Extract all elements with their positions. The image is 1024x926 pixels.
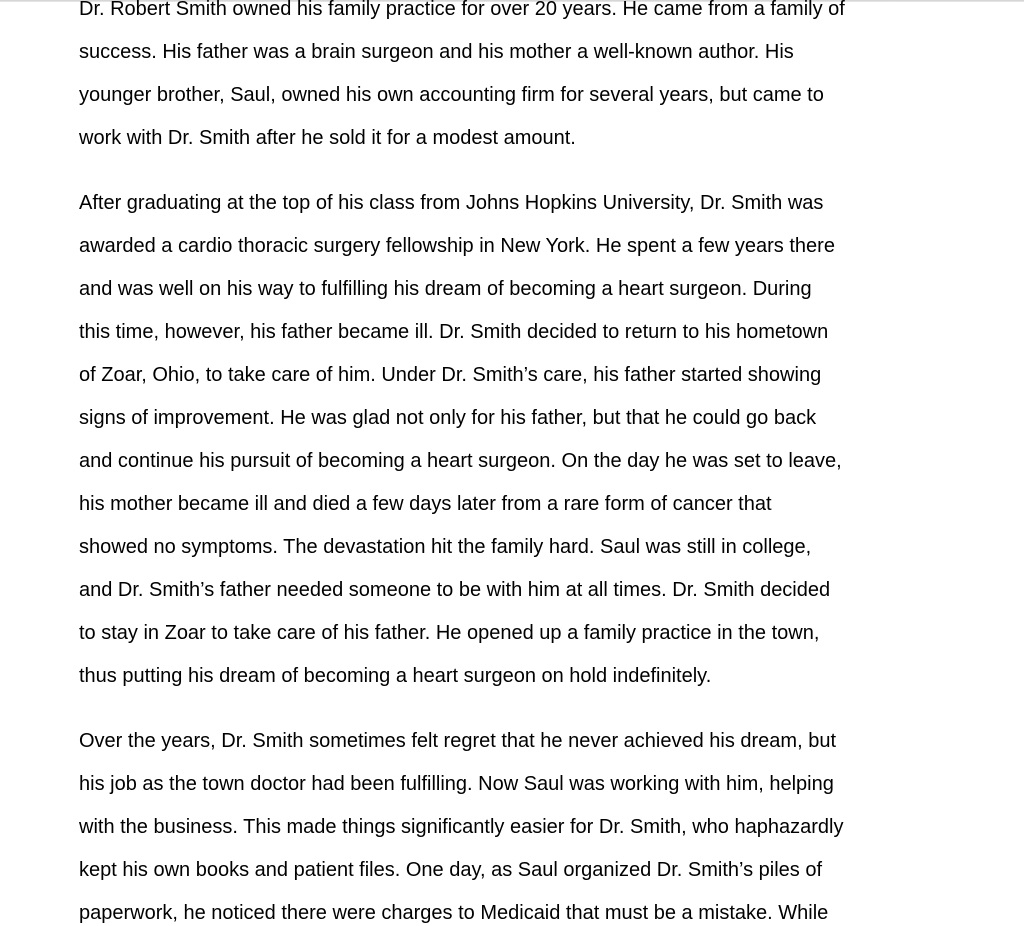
text-line: work with Dr. Smith after he sold it for a modest amount.	[79, 127, 576, 149]
text-line: kept his own books and patient files. One day, as Saul organized Dr. Smith’s piles of	[79, 859, 823, 881]
text-line: and was well on his way to fulfilling his dream of becoming a heart surgeon. During	[79, 278, 812, 300]
text-line: and Dr. Smith’s father needed someone to be with him at all times. Dr. Smith decided	[79, 579, 831, 601]
text-line: this time, however, his father became ill. Dr. Smith decided to return to his hometown	[79, 321, 829, 343]
text-line: Over the years, Dr. Smith sometimes felt regret that he never achieved his dream, but	[79, 730, 837, 752]
document-body	[79, 0, 959, 926]
text-line: showed no symptoms. The devastation hit the family hard. Saul was still in college,	[79, 536, 812, 558]
paragraph-2	[79, 182, 959, 698]
paragraph-1	[79, 0, 959, 160]
text-line: Dr. Robert Smith owned his family practice for over 20 years. He came from a family of	[79, 0, 845, 20]
text-line: signs of improvement. He was glad not only for his father, but that he could go back	[79, 407, 817, 429]
text-line: paperwork, he noticed there were charges to Medicaid that must be a mistake. While	[79, 902, 829, 924]
text-line: success. His father was a brain surgeon and his mother a well-known author. His	[79, 41, 794, 63]
text-line: thus putting his dream of becoming a heart surgeon on hold indefinitely.	[79, 665, 712, 687]
text-line: awarded a cardio thoracic surgery fellowship in New York. He spent a few years there	[79, 235, 835, 257]
text-line: and continue his pursuit of becoming a heart surgeon. On the day he was set to leave,	[79, 450, 842, 472]
text-line: with the business. This made things significantly easier for Dr. Smith, who haphazardly	[79, 816, 844, 838]
paragraph-3	[79, 720, 959, 926]
text-line: his job as the town doctor had been fulfilling. Now Saul was working with him, helping	[79, 773, 834, 795]
text-line: his mother became ill and died a few days later from a rare form of cancer that	[79, 493, 772, 515]
text-line: younger brother, Saul, owned his own accounting firm for several years, but came to	[79, 84, 824, 106]
text-line: to stay in Zoar to take care of his father. He opened up a family practice in the town,	[79, 622, 820, 644]
text-line: of Zoar, Ohio, to take care of him. Under Dr. Smith’s care, his father started showing	[79, 364, 822, 386]
text-line: After graduating at the top of his class from Johns Hopkins University, Dr. Smith was	[79, 192, 824, 214]
